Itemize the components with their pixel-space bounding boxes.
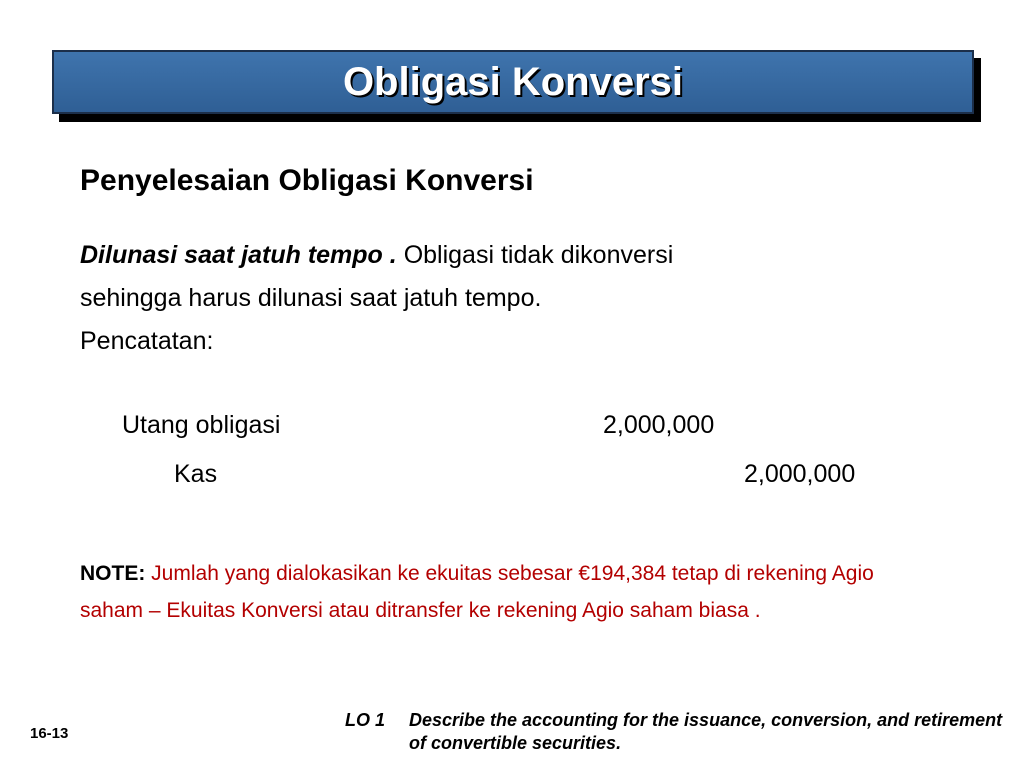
page-number: 16-13 <box>30 725 69 742</box>
note-label: NOTE: <box>80 562 146 585</box>
section-heading: Penyelesaian Obligasi Konversi <box>80 164 534 197</box>
paragraph-line-3: Pencatatan: <box>80 327 214 355</box>
note <box>80 555 930 629</box>
journal-debit-account: Utang obligasi <box>122 411 281 439</box>
learning-objective-tag: LO 1 <box>345 710 386 730</box>
emphasis-text: Dilunasi saat jatuh tempo . <box>80 241 397 269</box>
note-text: Jumlah yang dialokasikan ke ekuitas sebesar €194,384 tetap di rekening Agio saham – Ekuitas Konversi atau ditransfer ke rekening Agio saham biasa . <box>80 562 874 622</box>
slide-title: Obligasi Konversi <box>342 59 684 104</box>
learning-objective <box>345 709 1015 755</box>
body-paragraph <box>80 234 880 363</box>
title-bar <box>52 50 974 114</box>
paragraph-line-2: sehingga harus dilunasi saat jatuh tempo. <box>80 284 542 312</box>
paragraph-line-1 <box>80 234 880 277</box>
paragraph-line-1-rest: Obligasi tidak dikonversi <box>403 241 674 269</box>
learning-objective-description: Describe the accounting for the issuance, conversion, and retirement of convertible securities. <box>409 710 1003 753</box>
journal-credit-account: Kas <box>174 460 218 488</box>
journal-credit-amount: 2,000,000 <box>744 460 856 488</box>
journal-debit-amount: 2,000,000 <box>603 411 715 439</box>
